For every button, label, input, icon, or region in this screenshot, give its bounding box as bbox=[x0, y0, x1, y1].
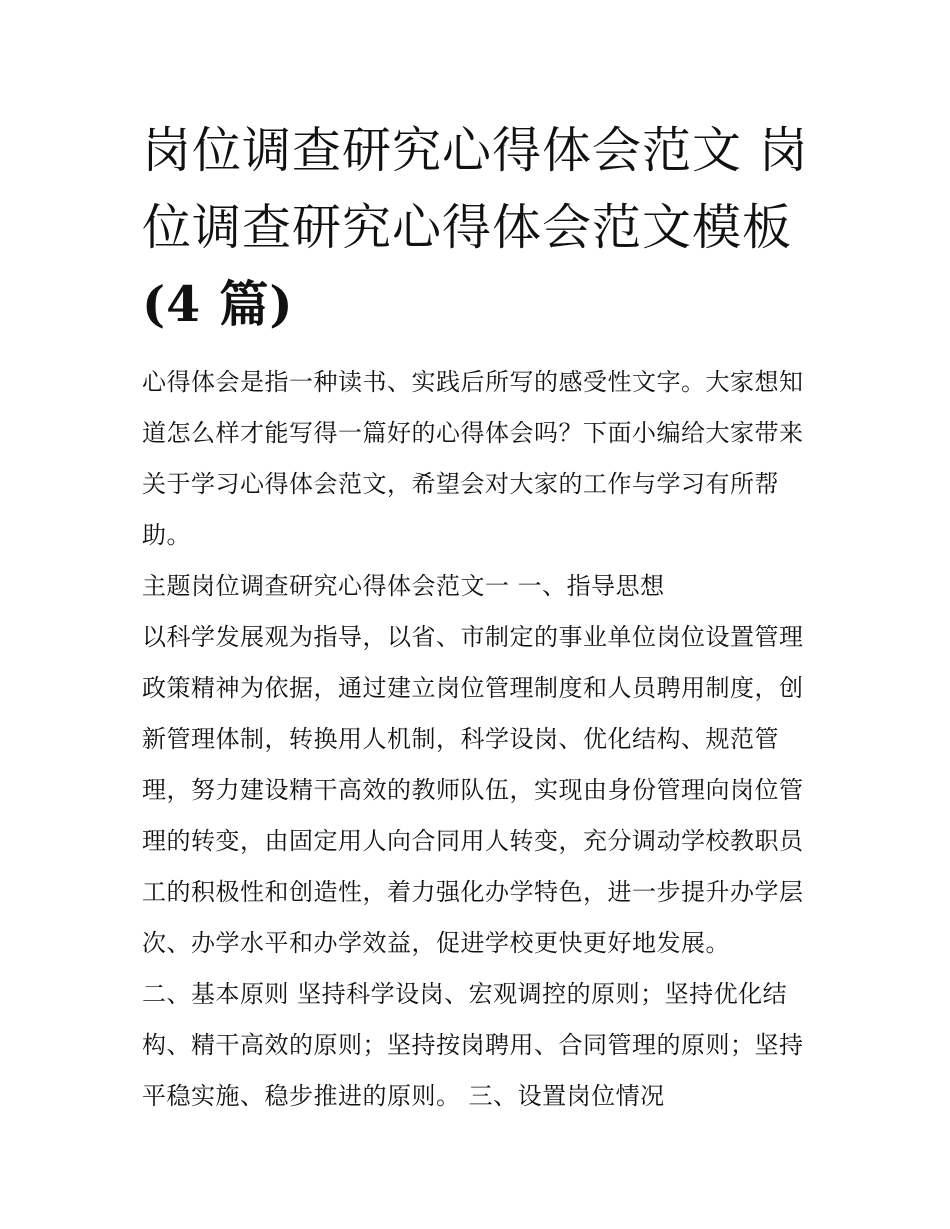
intro-paragraph: 心得体会是指一种读书、实践后所写的感受性文字。大家想知道怎么样才能写得一篇好的心得体会吗？下面小编给大家带来关于学习心得体会范文，希望会对大家的工作与学习有所帮助。 bbox=[142, 368, 804, 549]
title-line-3: (4 篇) bbox=[142, 275, 294, 333]
title-line-2: 位调查研究心得体会范文模板 bbox=[142, 199, 793, 256]
title-line-1: 岗位调查研究心得体会范文 岗 bbox=[142, 122, 809, 179]
document-title bbox=[142, 112, 822, 343]
title-spacer bbox=[142, 343, 822, 357]
guiding-thought-paragraph: 以科学发展观为指导，以省、市制定的事业单位岗位设置管理政策精神为依据，通过建立岗位管理制度和人员聘用制度，创新管理体制，转换用人机制，科学设岗、优化结构、规范管理，努力建设精干高效的教师队伍，实现由身份管理向岗位管理的转变，由固定用人向合同用人转变，充分调动学校教职员工的积极性和创造性，着力强化办学特色，进一步提升办学层次、办学水平和办学效益，促进学校更快更好地发展。 bbox=[142, 623, 804, 957]
section-heading-guiding-thought: 主题岗位调查研究心得体会范文一 一、指导思想 bbox=[142, 572, 665, 600]
basic-principles-paragraph: 二、基本原则 坚持科学设岗、宏观调控的原则；坚持优化结构、精干高效的原则；坚持按岗聘用、合同管理的原则；坚持平稳实施、稳步推进的原则。 三、设置岗位情况 bbox=[142, 980, 804, 1110]
document-body bbox=[142, 112, 822, 1122]
